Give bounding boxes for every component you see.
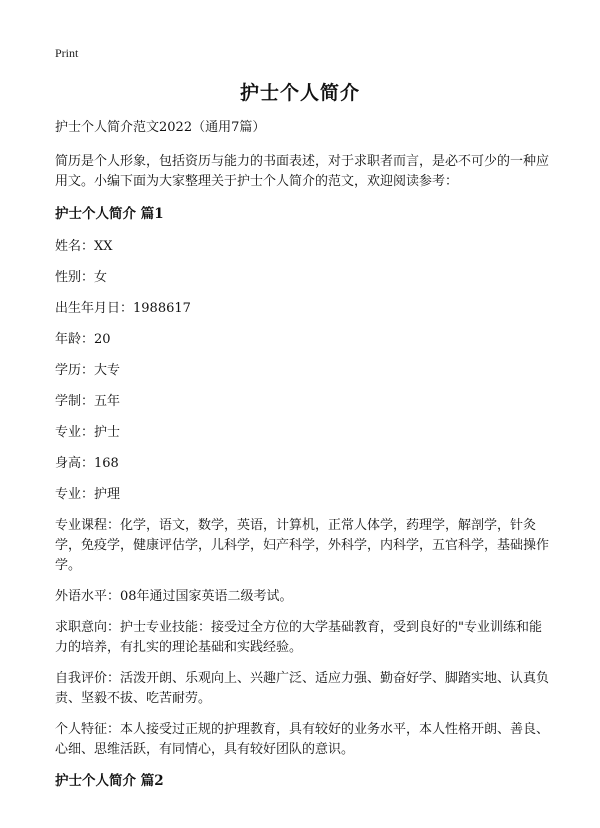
field-name: 姓名：XX — [55, 239, 113, 254]
field-duration: 学制：五年 — [55, 394, 121, 409]
field-major: 专业：护士 — [55, 425, 121, 440]
print-link[interactable]: Print — [55, 46, 79, 60]
page-title: 护士个人简介 — [239, 82, 360, 104]
intro-paragraph: 简历是个人形象，包括资历与能力的书面表述，对于求职者而言，是必不可少的一种应用文。小编下面为大家整理关于护士个人简介的范文，欢迎阅读参考： — [55, 154, 550, 189]
paragraph-self-evaluation: 自我评价：活泼开朗、乐观向上、兴趣广泛、适应力强、勤奋好学、脚踏实地、认真负责、坚毅不拔、吃苦耐劳。 — [55, 671, 550, 706]
field-birthdate: 出生年月日：1988617 — [55, 301, 191, 316]
article-subtitle: 护士个人简介范文2022（通用7篇） — [55, 120, 266, 135]
paragraph-job-intent: 求职意向：护士专业技能：接受过全方位的大学基础教育，受到良好的"专业训练和能力的培养，有扎实的理论基础和实践经验。 — [55, 620, 542, 655]
paragraph-courses: 专业课程：化学，语文，数学，英语，计算机，正常人体学，药理学，解剖学，针灸学，免疫学，健康评估学，儿科学，妇产科学，外科学，内科学，五官科学，基础操作学。 — [55, 518, 550, 573]
article-body — [55, 118, 551, 804]
field-major-2: 专业：护理 — [55, 487, 121, 502]
paragraph-language: 外语水平：08年通过国家英语二级考试。 — [55, 589, 293, 604]
field-education: 学历：大专 — [55, 363, 121, 378]
paragraph-personal-traits: 个人特征：本人接受过正规的护理教育，具有较好的业务水平，本人性格开朗、善良、心细、思维活跃，有同情心，具有较好团队的意识。 — [55, 722, 550, 757]
field-age: 年龄：20 — [55, 332, 111, 347]
section-heading-1: 护士个人简介 篇1 — [55, 206, 164, 222]
field-height: 身高：168 — [55, 456, 119, 471]
section-heading-2: 护士个人简介 篇2 — [55, 773, 164, 789]
field-gender: 性别：女 — [55, 270, 108, 285]
